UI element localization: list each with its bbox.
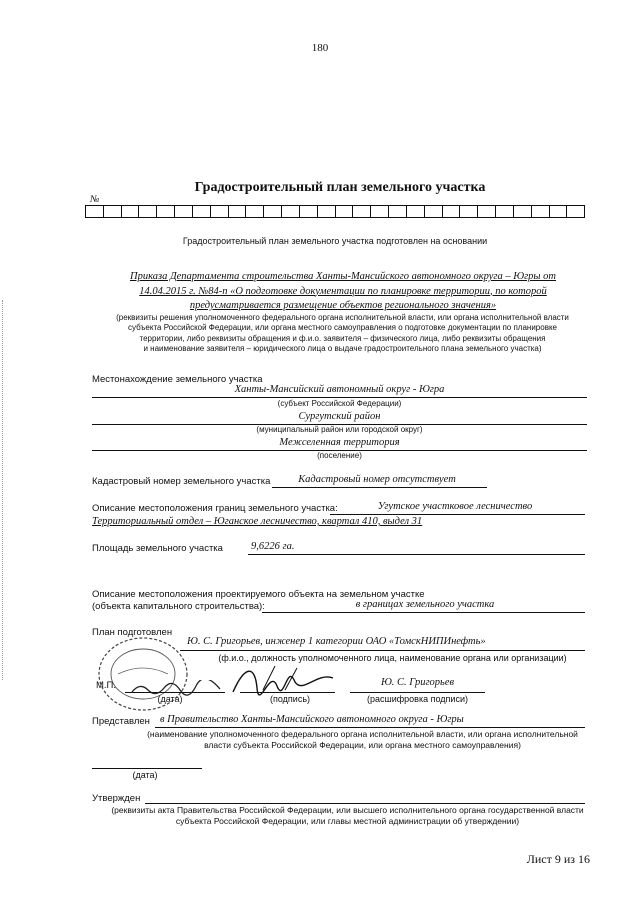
submitted-line: [155, 727, 585, 728]
submitted-label: Представлен: [92, 716, 150, 727]
order-note-line: территории, либо реквизиты обращения и ф.и.о. заявителя – физического лица, либо реквизиты обращения: [139, 333, 546, 343]
prepared-date-caption: (дата): [157, 694, 183, 704]
submitted-date-caption: (дата): [132, 770, 158, 780]
prepared-caption: (ф.и.о., должность уполномоченного лица, наименование органа или организации): [218, 653, 567, 663]
document-title: Градостроительный план земельного участка: [194, 180, 486, 195]
area-line: [248, 554, 585, 555]
settlement-caption: (поселение): [317, 451, 362, 460]
object-label-2: (объекта капитального строительства):: [92, 601, 265, 612]
object-label-1: Описание местоположения проектируемого объекта на земельном участке: [92, 589, 425, 600]
signature-caption: (подпись): [269, 694, 311, 704]
order-note-line: (реквизиты решения уполномоченного федерального органа исполнительной власти, или органа исполнительной власти: [116, 313, 569, 322]
subject-value: Ханты-Мансийский автономный округ - Югра: [234, 384, 445, 395]
order-reference: [112, 270, 574, 314]
prepared-label: План подготовлен: [92, 627, 173, 638]
plan-number-cells: [85, 205, 585, 218]
submitted-date-line: [92, 768, 202, 769]
object-value: в границах земельного участка: [355, 599, 495, 610]
submitted-caption-1: (наименование уполномоченного федерального органа исполнительной власти, или органа исполнительной: [147, 729, 578, 739]
subject-line: [92, 397, 587, 398]
boundaries-line-1: [330, 514, 585, 515]
submitted-value: в Правительство Ханты-Мансийского автономного округа - Югры: [160, 714, 464, 725]
order-note-line: и наименование заявителя – юридического лица о выдаче градостроительного плана земельного участка): [143, 343, 542, 353]
page-number: 180: [311, 42, 329, 54]
district-caption: (муниципальный район или городской округ): [256, 425, 423, 434]
order-line: 14.04.2015 г. №84-п «О подготовке документации по планировке территории, по которой: [139, 285, 547, 297]
cadastral-label: Кадастровый номер земельного участка: [92, 476, 271, 487]
basis-label: Градостроительный план земельного участка подготовлен на основании: [182, 236, 488, 246]
district-value: Сургутский район: [298, 411, 381, 422]
sheet-number: Лист 9 из 16: [526, 852, 590, 866]
area-label: Площадь земельного участка: [92, 543, 223, 554]
prepared-line: [180, 650, 585, 651]
area-value: 9,6226 га.: [251, 541, 295, 552]
order-line: предусматривается размещение объектов регионального значения»: [189, 300, 497, 311]
prepared-date-line: [125, 692, 225, 693]
subject-caption: (субъект Российской Федерации): [277, 399, 402, 408]
boundaries-value-1: Угутское участковое лесничество: [377, 501, 533, 512]
signature-line: [240, 692, 335, 693]
approved-caption-1: (реквизиты акта Правительства Российской Федерации, или высшего исполнительного органа государственной власти: [111, 805, 584, 815]
scan-edge: [2, 300, 5, 680]
order-note: [100, 313, 585, 354]
submitted-caption-2: власти субъекта Российской Федерации, или органа местного самоуправления): [204, 740, 521, 750]
approved-label: Утвержден: [92, 793, 141, 804]
object-line: [262, 612, 585, 613]
prepared-value: Ю. С. Григорьев, инженер 1 категории ОАО «ТомскНИПИнефть»: [187, 636, 486, 647]
cadastral-value: Кадастровый номер отсутствует: [298, 474, 456, 485]
approved-line: [145, 803, 585, 804]
order-note-line: субъекта Российской Федерации, или органа местного самоуправления о подготовке документации по планировке: [128, 323, 557, 333]
name-line: [350, 692, 485, 693]
number-label: №: [90, 194, 100, 205]
mp-label: М.П.: [96, 680, 117, 691]
name-value: Ю. С. Григорьев: [380, 677, 455, 688]
settlement-value: Межселенная территория: [279, 437, 400, 448]
order-line: Приказа Департамента строительства Ханты-Мансийского автономного округа – Югры от: [130, 271, 556, 282]
boundaries-label: Описание местоположения границ земельного участка:: [92, 503, 338, 514]
approved-caption-2: субъекта Российской Федерации, или главы местной администрации об утверждении): [175, 816, 520, 826]
location-label: Местонахождение земельного участка: [92, 374, 263, 385]
boundaries-value-2: Территориальный отдел – Юганское лесничество, квартал 410, выдел 31: [92, 516, 423, 527]
cadastral-line: [272, 487, 487, 488]
name-caption: (расшифровка подписи): [367, 694, 468, 704]
